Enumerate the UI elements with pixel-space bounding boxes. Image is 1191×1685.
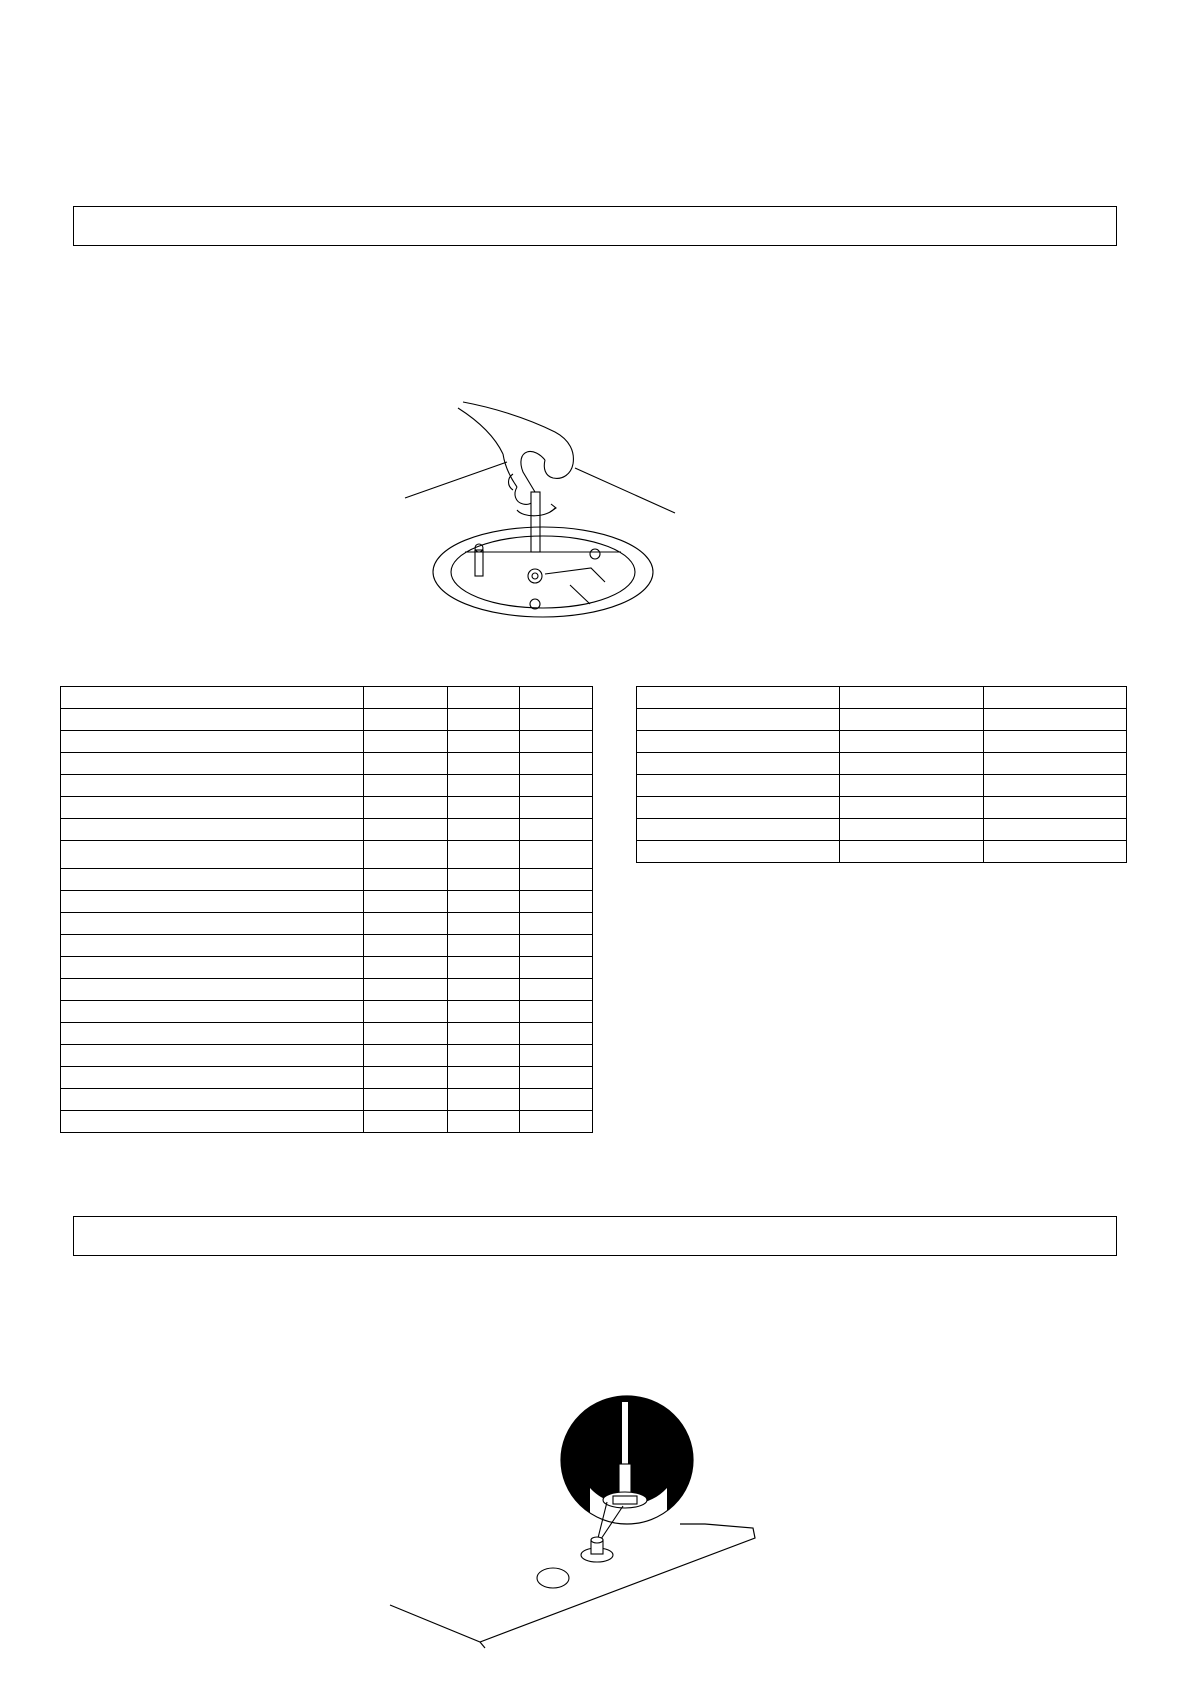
table-row xyxy=(61,819,593,841)
table-cell xyxy=(61,891,364,913)
section-heading-box-1 xyxy=(73,206,1117,246)
table-row xyxy=(61,891,593,913)
table-cell xyxy=(520,709,593,731)
table-row xyxy=(61,1023,593,1045)
table-cell xyxy=(61,1023,364,1045)
table-cell xyxy=(61,1111,364,1133)
table-cell xyxy=(637,841,840,863)
table-cell xyxy=(364,1045,448,1067)
table-cell xyxy=(637,731,840,753)
table-cell xyxy=(637,753,840,775)
table-cell xyxy=(520,1023,593,1045)
table-cell xyxy=(448,819,520,841)
table-cell xyxy=(448,687,520,709)
table-cell xyxy=(637,797,840,819)
table-cell xyxy=(520,935,593,957)
table-row xyxy=(637,687,1127,709)
data-table-right xyxy=(636,686,1127,863)
hand-tool-illustration xyxy=(395,382,715,637)
table-cell xyxy=(364,935,448,957)
table-cell xyxy=(984,709,1127,731)
table-cell xyxy=(520,775,593,797)
table-row xyxy=(637,819,1127,841)
table-cell xyxy=(520,1001,593,1023)
table-cell xyxy=(448,1001,520,1023)
table-cell xyxy=(61,841,364,869)
table-row xyxy=(61,797,593,819)
table-cell xyxy=(364,687,448,709)
table-cell xyxy=(364,819,448,841)
table-cell xyxy=(840,709,984,731)
data-table-left xyxy=(60,686,593,1133)
table-cell xyxy=(448,891,520,913)
table-cell xyxy=(448,913,520,935)
table-row xyxy=(61,935,593,957)
table-cell xyxy=(840,819,984,841)
table-cell xyxy=(448,869,520,891)
table-cell xyxy=(448,1067,520,1089)
figure-injector-detail xyxy=(385,1392,765,1672)
table-cell xyxy=(448,753,520,775)
table-cell xyxy=(364,1001,448,1023)
table-cell xyxy=(364,775,448,797)
table-cell xyxy=(448,935,520,957)
table-row xyxy=(637,731,1127,753)
table-cell xyxy=(364,1111,448,1133)
table-cell xyxy=(448,797,520,819)
table-row xyxy=(61,841,593,869)
table-row xyxy=(637,753,1127,775)
table-cell xyxy=(61,731,364,753)
table-cell xyxy=(364,869,448,891)
table-row xyxy=(61,731,593,753)
table-row xyxy=(61,979,593,1001)
table-row xyxy=(637,797,1127,819)
table-row xyxy=(61,753,593,775)
figure-burner-adjustment xyxy=(395,382,715,637)
table-cell xyxy=(448,841,520,869)
table-row xyxy=(61,687,593,709)
table-cell xyxy=(61,1067,364,1089)
table-row xyxy=(61,913,593,935)
table-row xyxy=(61,869,593,891)
table-cell xyxy=(61,687,364,709)
table-row xyxy=(61,775,593,797)
table-cell xyxy=(520,1089,593,1111)
table-row xyxy=(637,775,1127,797)
table-cell xyxy=(840,841,984,863)
table-cell xyxy=(61,913,364,935)
table-row xyxy=(61,1067,593,1089)
table-cell xyxy=(520,1111,593,1133)
table-row xyxy=(61,1089,593,1111)
table-cell xyxy=(984,731,1127,753)
table-cell xyxy=(448,1023,520,1045)
table-cell xyxy=(364,913,448,935)
table-row xyxy=(61,1045,593,1067)
table-cell xyxy=(364,1023,448,1045)
table-cell xyxy=(520,1045,593,1067)
table-cell xyxy=(448,731,520,753)
table-row xyxy=(61,957,593,979)
table-cell xyxy=(61,709,364,731)
table-cell xyxy=(984,797,1127,819)
table-cell xyxy=(448,979,520,1001)
table-cell xyxy=(637,819,840,841)
table-cell xyxy=(364,979,448,1001)
table-cell xyxy=(61,957,364,979)
table-cell xyxy=(637,687,840,709)
table-cell xyxy=(448,957,520,979)
table-cell xyxy=(61,935,364,957)
table-cell xyxy=(364,891,448,913)
table-cell xyxy=(520,753,593,775)
section-heading-box-2 xyxy=(73,1216,1117,1256)
table-cell xyxy=(448,1089,520,1111)
table-cell xyxy=(448,1045,520,1067)
table-row xyxy=(637,841,1127,863)
table-cell xyxy=(61,869,364,891)
table-cell xyxy=(984,753,1127,775)
table-row xyxy=(637,709,1127,731)
table-cell xyxy=(520,687,593,709)
table-cell xyxy=(61,1001,364,1023)
table-cell xyxy=(364,841,448,869)
table-cell xyxy=(840,797,984,819)
table-row xyxy=(61,1111,593,1133)
table-cell xyxy=(364,797,448,819)
table-cell xyxy=(364,1067,448,1089)
table-cell xyxy=(520,979,593,1001)
table-row xyxy=(61,709,593,731)
table-cell xyxy=(637,775,840,797)
table-cell xyxy=(61,797,364,819)
table-cell xyxy=(520,869,593,891)
table-cell xyxy=(520,1067,593,1089)
table-cell xyxy=(840,753,984,775)
table-cell xyxy=(364,1089,448,1111)
table-cell xyxy=(61,1045,364,1067)
table-cell xyxy=(61,1089,364,1111)
table-cell xyxy=(520,957,593,979)
table-cell xyxy=(364,957,448,979)
table-cell xyxy=(984,841,1127,863)
table-cell xyxy=(61,819,364,841)
table-cell xyxy=(364,731,448,753)
table-cell xyxy=(448,709,520,731)
injector-illustration xyxy=(385,1392,765,1672)
table-cell xyxy=(984,819,1127,841)
table-cell xyxy=(61,753,364,775)
table-cell xyxy=(520,891,593,913)
table-cell xyxy=(984,687,1127,709)
table-cell xyxy=(520,731,593,753)
table-cell xyxy=(448,1111,520,1133)
table-cell xyxy=(520,797,593,819)
table-cell xyxy=(61,979,364,1001)
table-cell xyxy=(520,819,593,841)
table-row xyxy=(61,1001,593,1023)
table-cell xyxy=(840,687,984,709)
table-cell xyxy=(448,775,520,797)
table-cell xyxy=(61,775,364,797)
table-cell xyxy=(364,753,448,775)
table-cell xyxy=(840,731,984,753)
table-cell xyxy=(520,913,593,935)
table-cell xyxy=(520,841,593,869)
table-cell xyxy=(364,709,448,731)
table-cell xyxy=(637,709,840,731)
table-cell xyxy=(984,775,1127,797)
table-cell xyxy=(840,775,984,797)
